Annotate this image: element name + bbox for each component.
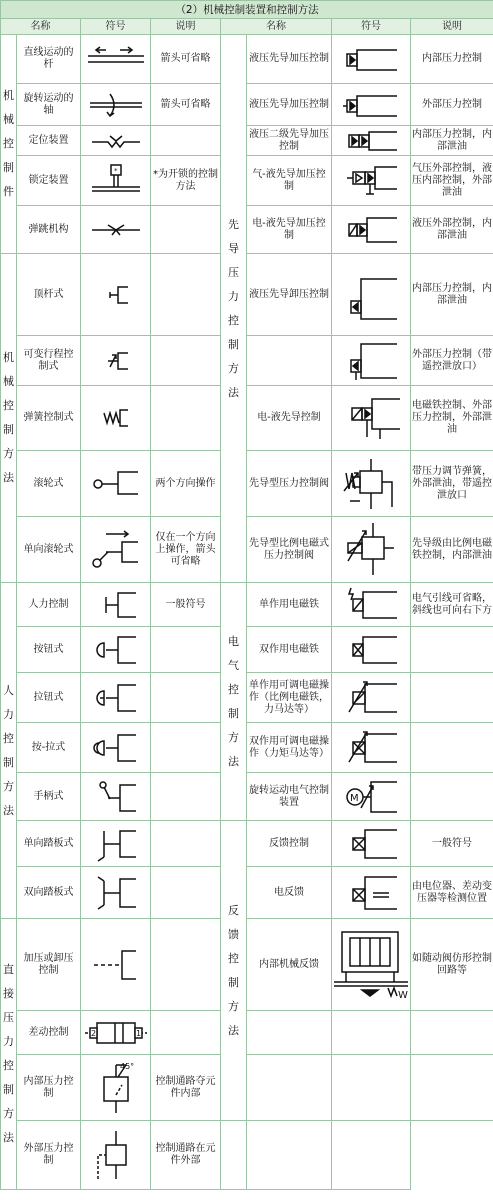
spring-label: W [398, 989, 408, 1001]
row-name [247, 336, 332, 386]
row-desc: 控制通路在元件外部 [151, 1121, 221, 1190]
roller-icon [81, 451, 151, 517]
row-name: 顶杆式 [17, 254, 81, 336]
svg-text:*: * [113, 166, 117, 175]
row-desc [151, 1011, 221, 1055]
row-name: 弹跳机构 [17, 206, 81, 254]
hydraulic-pilot-internal-icon [332, 35, 411, 84]
row-desc: 内部压力控制 [411, 35, 493, 84]
row-name: 加压或卸压控制 [17, 919, 81, 1011]
row-desc: 气压外部控制，液压内部控制，外部泄油 [411, 156, 493, 206]
row-desc: 一般符号 [411, 821, 493, 867]
row-desc [151, 773, 221, 821]
push-button-icon [81, 627, 151, 673]
diff-label-1: 1 [135, 1028, 141, 1038]
row-desc: 由电位器、差动变压器等检测位置 [411, 867, 493, 919]
header-name-right: 名称 [221, 19, 332, 35]
internal-pressure-icon [81, 1055, 151, 1121]
row-name: 内部机械反馈 [247, 919, 332, 1011]
row-desc: 电气引线可省略，斜线也可向右下方 [411, 583, 493, 627]
row-desc: 仅在一个方向上操作，箭头可省略 [151, 517, 221, 583]
row-name: 双向踏板式 [17, 867, 81, 919]
row-desc: 内部压力控制，内部泄油 [411, 254, 493, 336]
electric-feedback-icon [332, 867, 411, 919]
single-pedal-icon [81, 821, 151, 867]
category-direct-pressure: 直接压力控制方法 [1, 919, 17, 1190]
row-desc: 箭头可省略 [151, 35, 221, 84]
row-name: 电-液先导控制 [247, 386, 332, 451]
proportional-solenoid-icon [332, 673, 411, 723]
category-pilot-pressure: 先导压力控制方法 [221, 35, 247, 583]
row-name: 电反馈 [247, 867, 332, 919]
row-desc [151, 386, 221, 451]
single-solenoid-icon [332, 583, 411, 627]
detent-icon [81, 126, 151, 156]
row-desc: 箭头可省略 [151, 84, 221, 126]
row-name: 滚轮式 [17, 451, 81, 517]
category-mech-methods: 机械控制方法 [1, 254, 17, 583]
row-name: 单作用电磁铁 [247, 583, 332, 627]
row-name: 反馈控制 [247, 821, 332, 867]
motor-label: M [350, 792, 359, 804]
row-desc: 电磁铁控制、外部压力控制，外部泄油 [411, 386, 493, 451]
row-name: 液压先导加压控制 [247, 35, 332, 84]
row-desc [151, 206, 221, 254]
spring-control-icon [81, 386, 151, 451]
row-name [221, 1121, 247, 1190]
table-title: （2）机械控制装置和控制方法 [1, 1, 493, 19]
row-desc [151, 723, 221, 773]
row-name: 直线运动的杆 [17, 35, 81, 84]
row-desc [151, 254, 221, 336]
row-desc [411, 723, 493, 773]
row-name: 外部压力控制 [17, 1121, 81, 1190]
row-name: 先导型比例电磁式压力控制阀 [247, 517, 332, 583]
row-name: 按-拉式 [17, 723, 81, 773]
row-name [247, 1055, 332, 1121]
row-name: 电-液先导加压控制 [247, 206, 332, 254]
row-desc [151, 627, 221, 673]
row-name: 差动控制 [17, 1011, 81, 1055]
differential-control-icon [81, 1011, 151, 1055]
category-mech-parts: 机械控制件 [1, 35, 17, 254]
row-desc: 内部压力控制，内部泄油 [411, 126, 493, 156]
row-name: 液压先导卸压控制 [247, 254, 332, 336]
two-stage-pilot-icon [332, 126, 411, 156]
lever-icon [81, 773, 151, 821]
pilot-release-internal-icon [332, 254, 411, 336]
linear-rod-icon [81, 35, 151, 84]
torque-motor-icon [332, 723, 411, 773]
row-desc: 液压外部控制，内部泄油 [411, 206, 493, 254]
header-desc-left: 说明 [151, 19, 221, 35]
row-desc: 外部压力控制（带遥控泄放口） [411, 336, 493, 386]
over-center-icon [81, 206, 151, 254]
row-desc: 控制通路夺元件内部 [151, 1055, 221, 1121]
category-manual: 人力控制方法 [1, 583, 17, 919]
row-desc [151, 821, 221, 867]
row-desc: *为开锁的控制方法 [151, 156, 221, 206]
row-name: 单向踏板式 [17, 821, 81, 867]
manual-control-icon [81, 583, 151, 627]
one-way-roller-icon [81, 517, 151, 583]
row-name: 拉钮式 [17, 673, 81, 723]
double-solenoid-icon [332, 627, 411, 673]
row-desc [151, 673, 221, 723]
row-desc: 带压力调节弹簧，外部泄油，带遥控泄放口 [411, 451, 493, 517]
row-desc: 先导级由比例电磁铁控制，内部泄油 [411, 517, 493, 583]
electro-hydraulic-pilot-control-icon [332, 386, 411, 451]
category-electric: 电气控制方法 [221, 583, 247, 821]
hydraulic-pilot-external-icon [332, 84, 411, 126]
pull-button-icon [81, 673, 151, 723]
row-name: 单作用可调电磁操作（比例电磁铁，力马达等） [247, 673, 332, 723]
header-symbol-left: 符号 [81, 19, 151, 35]
pneumatic-hydraulic-pilot-icon [332, 156, 411, 206]
row-name: 单向滚轮式 [17, 517, 81, 583]
row-name: 双作用电磁铁 [247, 627, 332, 673]
row-desc: 外部压力控制 [411, 84, 493, 126]
row-name: 内部压力控制 [17, 1055, 81, 1121]
row-name: 旋转运动电气控制装置 [247, 773, 332, 821]
row-name: 旋转运动的轴 [17, 84, 81, 126]
proportional-pilot-valve-icon [332, 517, 411, 583]
row-name: 气-液先导加压控制 [247, 156, 332, 206]
row-desc: 如随动阀仿形控制回路等 [411, 919, 493, 1011]
row-name [247, 1011, 332, 1055]
angle-label: 45° [119, 1061, 134, 1071]
row-name: 锁定装置 [17, 156, 81, 206]
row-name: 可变行程控制式 [17, 336, 81, 386]
row-desc [151, 919, 221, 1011]
row-name: 先导型压力控制阀 [247, 451, 332, 517]
row-name: 液压先导加压控制 [247, 84, 332, 126]
row-name: 双作用可调电磁操作（力矩马达等） [247, 723, 332, 773]
row-desc [151, 126, 221, 156]
header-symbol-right: 符号 [332, 19, 411, 35]
category-feedback: 反馈控制方法 [221, 821, 247, 1121]
row-desc [151, 867, 221, 919]
row-name: 手柄式 [17, 773, 81, 821]
row-name: 定位装置 [17, 126, 81, 156]
row-desc: 两个方向操作 [151, 451, 221, 517]
header-name-left: 名称 [1, 19, 81, 35]
double-pedal-icon [81, 867, 151, 919]
pilot-pressure-valve-icon [332, 451, 411, 517]
push-pull-button-icon [81, 723, 151, 773]
row-desc [411, 673, 493, 723]
mechanical-feedback-icon [332, 919, 411, 1011]
feedback-icon [332, 821, 411, 867]
variable-stroke-icon [81, 336, 151, 386]
rotating-shaft-icon [81, 84, 151, 126]
row-name: 液压二级先导加压控制 [247, 126, 332, 156]
row-name: 弹簧控制式 [17, 386, 81, 451]
row-desc [411, 773, 493, 821]
electric-motor-icon [332, 773, 411, 821]
header-desc-right: 说明 [411, 19, 493, 35]
row-desc [151, 336, 221, 386]
locking-device-icon [81, 156, 151, 206]
row-desc [411, 627, 493, 673]
row-name: 按钮式 [17, 627, 81, 673]
diff-label-2: 2 [90, 1028, 96, 1038]
pressure-control-icon [81, 919, 151, 1011]
row-name: 人力控制 [17, 583, 81, 627]
pilot-release-external-icon [332, 336, 411, 386]
plunger-icon [81, 254, 151, 336]
row-desc: 一般符号 [151, 583, 221, 627]
electro-hydraulic-pilot-icon [332, 206, 411, 254]
external-pressure-icon [81, 1121, 151, 1190]
